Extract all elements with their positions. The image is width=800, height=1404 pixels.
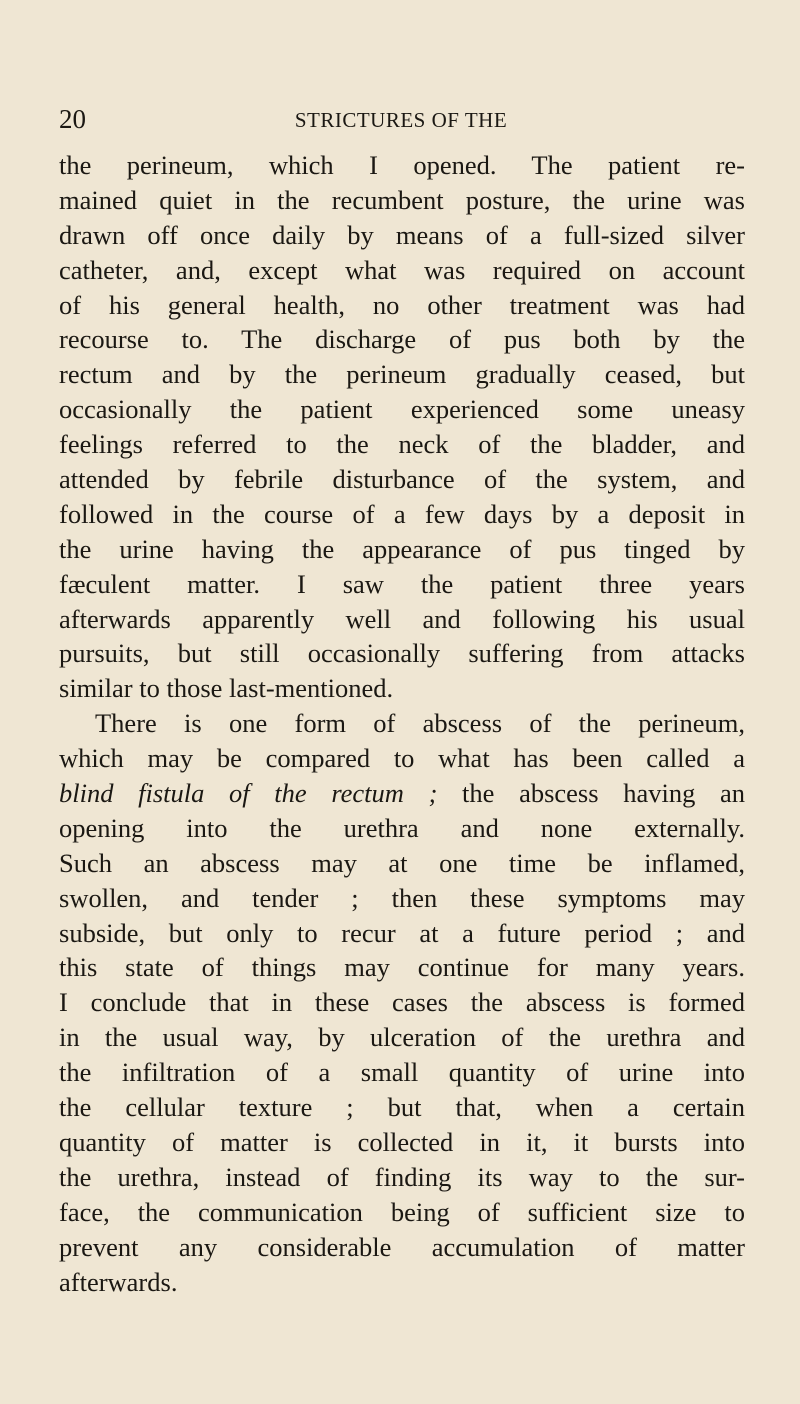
text-line: rectum and by the perineum gradually ceased, but (59, 359, 745, 390)
text-line: pursuits, but still occasionally suffering from attacks (59, 638, 745, 669)
paragraph-end-line: similar to those last-mentioned. (59, 673, 394, 704)
text-line: the cellular texture ; but that, when a certain (59, 1092, 745, 1123)
text-line: this state of things may continue for many years. (59, 952, 745, 983)
text-line: attended by febrile disturbance of the system, and (59, 464, 745, 495)
text-line: recourse to. The discharge of pus both by the (59, 324, 745, 355)
text-line: the perineum, which I opened. The patient re- (59, 150, 745, 180)
text-line: the infiltration of a small quantity of urine into (59, 1057, 745, 1088)
text-line: catheter, and, except what was required on account (59, 254, 745, 285)
running-head (59, 104, 743, 134)
text-line: mained quiet in the recumbent posture, the urine was (59, 184, 745, 215)
text-line: subside, but only to recur at a future period ; and (59, 917, 745, 948)
text-line: opening into the urethra and none externally. (59, 812, 745, 843)
page-number: 20 (59, 104, 86, 134)
text-line: the urethra, instead of finding its way to the sur- (59, 1161, 745, 1192)
text-line: fæculent matter. I saw the patient three years (59, 568, 745, 599)
text-line: Such an abscess may at one time be inflamed, (59, 847, 745, 878)
text-line-with-italic (59, 776, 745, 811)
text-line: in the usual way, by ulceration of the urethra and (59, 1022, 745, 1053)
paragraph-end-line: afterwards. (59, 1266, 178, 1297)
text-line: I conclude that in these cases the abscess is formed (59, 987, 745, 1018)
text-line: occasionally the patient experienced some uneasy (59, 394, 745, 425)
text-line: afterwards apparently well and following his usual (59, 603, 745, 634)
paragraph-start-line: There is one form of abscess of the perineum, (95, 708, 745, 739)
text-line: of his general health, no other treatment was had (59, 289, 745, 320)
text-line: followed in the course of a few days by a deposit in (59, 498, 745, 529)
running-title: STRICTURES OF THE (294, 108, 508, 132)
text-line: swollen, and tender ; then these symptoms may (59, 882, 745, 913)
text-line: which may be compared to what has been called a (59, 743, 745, 774)
text-line: drawn off once daily by means of a full-sized silver (59, 219, 745, 250)
text-line: the urine having the appearance of pus tinged by (59, 533, 745, 564)
italic-phrase: blind fistula of the rectum ; (59, 778, 438, 809)
line-continuation: the abscess having an (437, 778, 745, 809)
text-line: quantity of matter is collected in it, it bursts into (59, 1126, 745, 1157)
text-line: feelings referred to the neck of the bladder, and (59, 429, 745, 460)
text-line: face, the communication being of sufficient size to (59, 1196, 745, 1227)
body-text (59, 148, 745, 1299)
text-line: prevent any considerable accumulation of matter (59, 1231, 745, 1262)
